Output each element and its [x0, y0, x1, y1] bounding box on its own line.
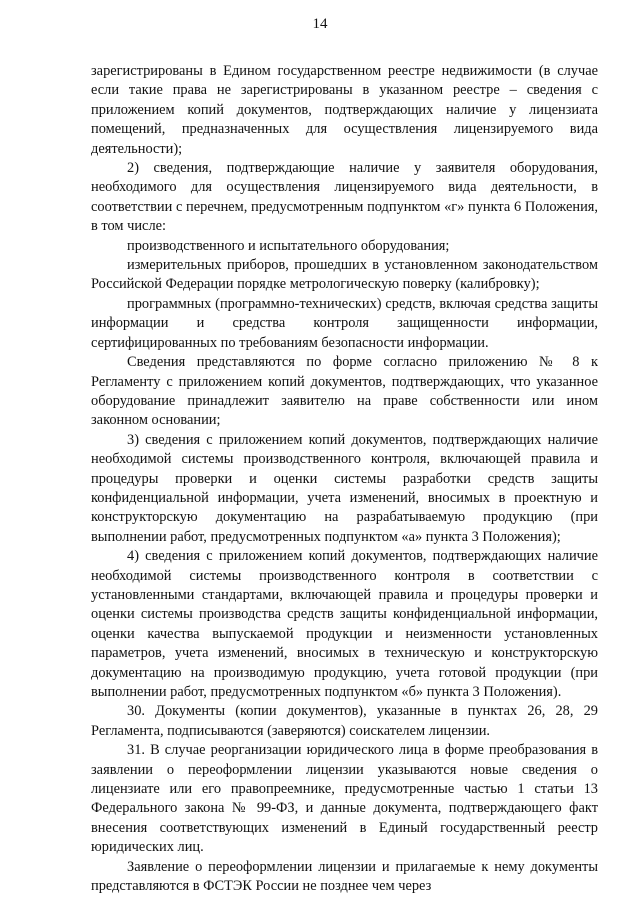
paragraph-production-equipment: производственного и испытательного оборудования; — [127, 237, 450, 254]
paragraph-item-30-documents: 30. Документы (копии документов), указанные в пунктах 26, 28, 29 Регламента, подписываются (заверяются) соискателем лицензии. — [91, 703, 598, 739]
paragraph-registration-continuation: зарегистрированы в Едином государственном реестре недвижимости (в случае если такие права не зарегистрированы в указанном реестре – сведения с приложением копий документов, подтверждающих наличие у лицензиата помещений, предназначенных для осуществления лицензируемого вида деятельности); — [91, 63, 598, 157]
paragraph-item-4-production-control: 4) сведения с приложением копий документов, подтверждающих наличие необходимой системы производственного контроля в соответствии с установленными стандартами, включающей правила и процедуры проверки и оценки системы производства средств защиты конфиденциальной информации, оценки качества выпускаемой продукции и неизменности установленных параметров, учета изменений, вносимых в техническую и конструкторскую документацию на производимую продукцию, учета готовой продукции (при выполнении работ, предусмотренных подпунктом «б» пункта 3 Положения). — [91, 548, 598, 700]
paragraph-reissue-application: Заявление о переоформлении лицензии и прилагаемые к нему документы представляются в ФСТЭК России не позднее чем через — [91, 858, 598, 895]
paragraph-software-tools: программных (программно-технических) средств, включая средства защиты информации и средства контроля защищенности информации, сертифицированных по требованиям безопасности информации. — [91, 295, 598, 351]
paragraph-item-31-reorganization: 31. В случае реорганизации юридического лица в форме преобразования в заявлении о переоформлении лицензии указываются новые сведения о лицензиате или его правопреемнике, предусмотренные частью 1 статьи 13 Федерального закона № 99-ФЗ, и данные документа, подтверждающего факт внесения соответствующих изменений в Единый государственный реестр юридических лиц. — [91, 742, 598, 856]
paragraph-item-2-equipment: 2) сведения, подтверждающие наличие у заявителя оборудования, необходимого для осуществления лицензируемого вида деятельности, в соответствии с перечнем, предусмотренным подпунктом «г» пункта 6 Положения, в том числе: — [91, 160, 598, 235]
page-number: 14 — [312, 16, 328, 32]
paragraph-item-3-control-system: 3) сведения с приложением копий документов, подтверждающих наличие необходимой системы производственного контроля, включающей правила и процедуры проверки и оценки системы разработки средств защиты конфиденциальной информации, учета изменений, вносимых в проектную и конструкторскую документацию на разрабатываемую продукцию (при выполнении работ, предусмотренных подпунктом «а» пункта 3 Положения); — [91, 431, 598, 545]
paragraph-measuring-instruments: измерительных приборов, прошедших в установленном законодательством Российской Федерации порядке метрологическую поверку (калибровку); — [91, 257, 598, 293]
document-body — [91, 62, 598, 896]
paragraph-appendix-8-form: Сведения представляются по форме согласно приложению № 8 к Регламенту с приложением копий документов, подтверждающих, что указанное оборудование принадлежит заявителю на праве собственности или ином законном основании; — [91, 354, 598, 429]
